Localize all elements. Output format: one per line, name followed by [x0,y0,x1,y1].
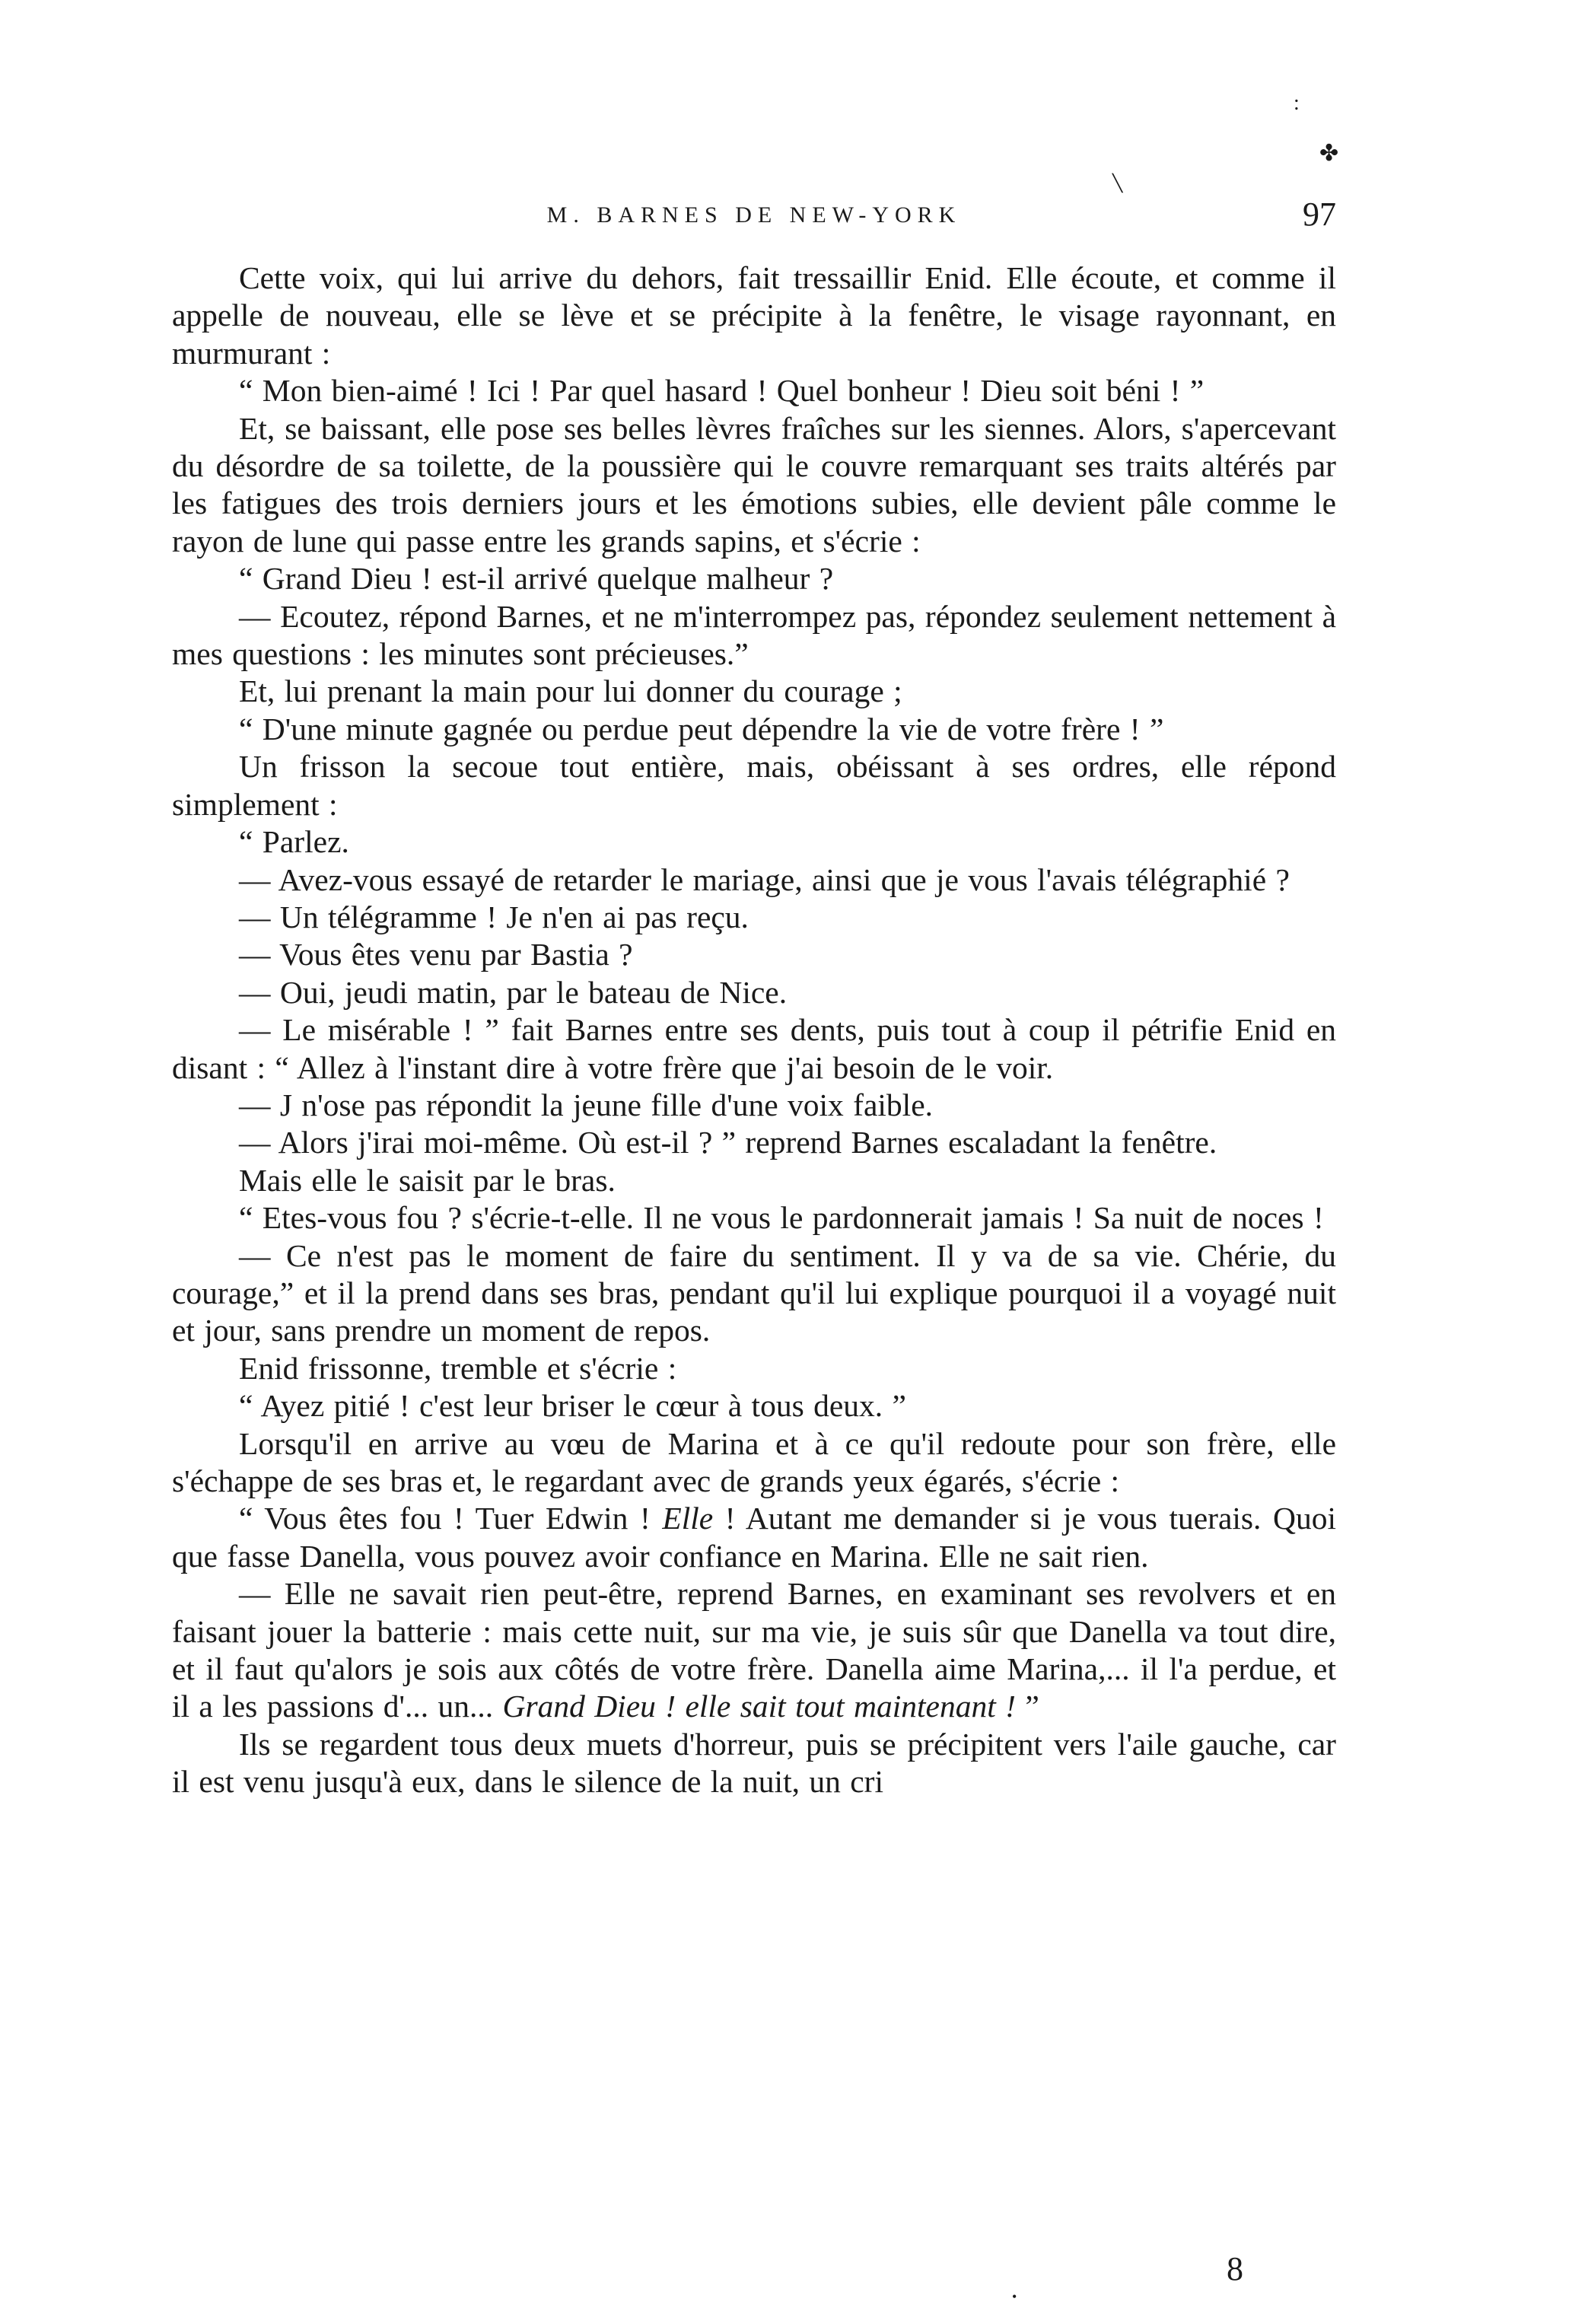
paragraph-22: Lorsqu'il en arrive au vœu de Marina et à ce qu'il redoute pour son frère, elle s'échappe de ses bras et, le regardant avec de grands yeux égarés, s'écrie : [172,1425,1336,1498]
paragraph-9: “ Parlez. [239,824,349,860]
paragraph-16: — Alors j'irai moi-même. Où est-il ? ” reprend Barnes escaladant la fenêtre. [239,1125,1217,1160]
paragraph-7: “ D'une minute gagnée ou perdue peut dépendre la vie de votre frère ! ” [239,711,1164,747]
paragraph-23-text-end: ! Autant me demander si je vous tuerais. Quoi que fasse Danella, vous pouvez avoir confiance en Marina. Elle ne sait rien. [172,1501,1336,1574]
paragraph-2: “ Mon bien-aimé ! Ici ! Par quel hasard ! Quel bonheur ! Dieu soit béni ! ” [239,373,1205,409]
paragraph-4: “ Grand Dieu ! est-il arrivé quelque malheur ? [239,561,834,597]
paragraph-11: — Un télégramme ! Je n'en ai pas reçu. [239,899,749,934]
paragraph-13: — Oui, jeudi matin, par le bateau de Nice. [239,974,788,1010]
page-body-text [172,259,1336,1801]
paragraph-24 [172,1575,1336,1726]
print-speck-dot: • [1012,2289,1017,2304]
print-speck-mark: ╲ [1112,174,1123,193]
paragraph-20: Enid frissonne, tremble et s'écrie : [239,1350,677,1386]
paragraph-1: Cette voix, qui lui arrive du dehors, fait tressaillir Enid. Elle écoute, et comme il appelle de nouveau, elle se lève et se précipite à la fenêtre, le visage rayonnant, en murmurant : [172,260,1336,371]
print-ornament-mark: ✤ [1319,141,1339,166]
paragraph-5: — Ecoutez, répond Barnes, et ne m'interrompez pas, répondez seulement nettement à mes questions : les minutes sont précieuses.” [172,598,1336,672]
paragraph-12: — Vous êtes venu par Bastia ? [239,937,633,973]
paragraph-14: — Le misérable ! ” fait Barnes entre ses dents, puis tout à coup il pétrifie Enid en disant : “ Allez à l'instant dire à votre frère que j'ai besoin de le voir. [172,1012,1336,1085]
running-head: M. BARNES DE NEW-YORK [546,202,962,228]
paragraph-24-text-start: — Elle ne savait rien peut-être, reprend Barnes, en examinant ses revolvers et en faisant jouer la batterie : mais cette nuit, sur ma vie, je suis sûr que Danella va tout dire, et il faut qu'alors je sois aux côtés de votre frère. Danella aime Marina,... il l'a perdue, et il a les passions d'... un... [172,1576,1336,1724]
page-header [172,192,1336,237]
paragraph-3: Et, se baissant, elle pose ses belles lèvres fraîches sur les siennes. Alors, s'apercevant du désordre de sa toilette, de la poussière qui le couvre remarquant ses traits altérés par les fatigues des trois derniers jours et les émotions subies, elle devient pâle comme le rayon de lune qui passe entre les grands sapins, et s'écrie : [172,410,1336,559]
paragraph-23-italic: Elle [662,1501,714,1536]
paragraph-18: “ Etes-vous fou ? s'écrie-t-elle. Il ne vous le pardonnerait jamais ! Sa nuit de noces ! [239,1200,1324,1236]
paragraph-19: — Ce n'est pas le moment de faire du sentiment. Il y va de sa vie. Chérie, du courage,” et il la prend dans ses bras, pendant qu'il lui explique pourquoi il a voyagé nuit et jour, sans prendre un moment de repos. [172,1237,1336,1348]
paragraph-21: “ Ayez pitié ! c'est leur briser le cœur à tous deux. ” [239,1388,906,1424]
paragraph-24-italic: Grand Dieu ! elle sait tout maintenant ! [502,1689,1016,1724]
paragraph-15: — J n'ose pas répondit la jeune fille d'une voix faible. [239,1087,933,1122]
paragraph-23 [172,1500,1336,1575]
paragraph-23-text-start: “ Vous êtes fou ! Tuer Edwin ! [239,1501,663,1536]
paragraph-25: Ils se regardent tous deux muets d'horreur, puis se précipitent vers l'aile gauche, car il est venu jusqu'à eux, dans le silence de la nuit, un cri [172,1726,1336,1800]
paragraph-17: Mais elle le saisit par le bras. [239,1162,616,1198]
paragraph-6: Et, lui prenant la main pour lui donner du courage ; [239,673,902,709]
paragraph-8: Un frisson la secoue tout entière, mais, obéissant à ses ordres, elle répond simplement : [172,749,1336,822]
print-speck-dots: : [1294,91,1300,115]
paragraph-24-text-end: ” [1015,1689,1039,1724]
paragraph-10: — Avez-vous essayé de retarder le mariage, ainsi que je vous l'avais télégraphié ? [239,861,1290,897]
signature-mark: 8 [1227,2250,1243,2287]
page-number: 97 [1303,196,1336,233]
